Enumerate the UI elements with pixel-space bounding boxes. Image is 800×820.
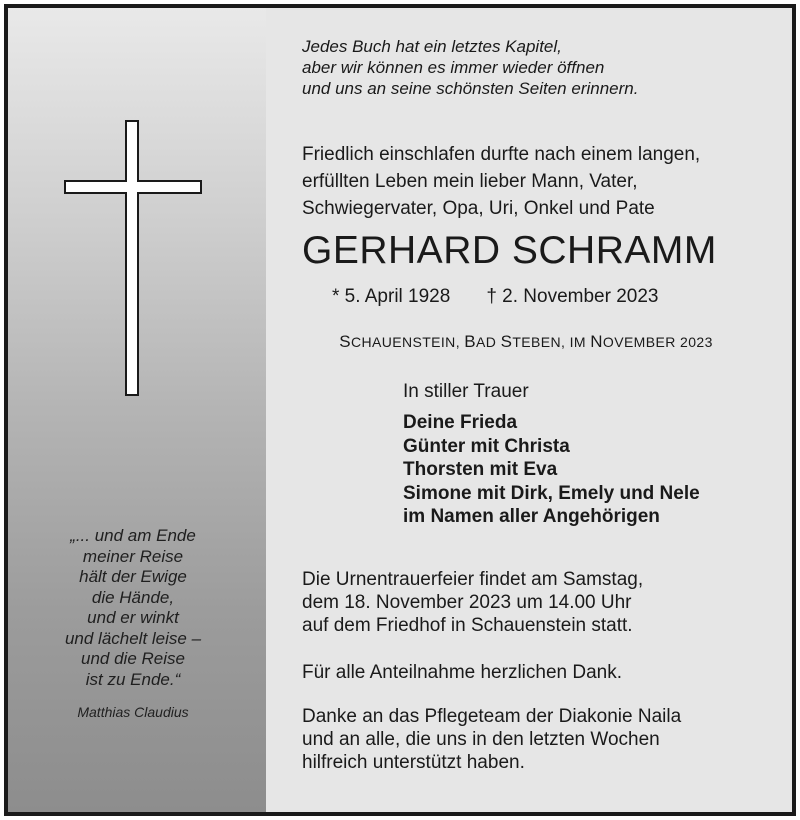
mourners-list xyxy=(403,411,700,529)
intro-line: Friedlich einschlafen durfte nach einem langen, xyxy=(302,144,701,165)
poem xyxy=(8,526,258,690)
poem-line: und die Reise xyxy=(81,649,185,668)
place-cap: B xyxy=(464,332,477,351)
motto xyxy=(302,36,638,99)
ceremony-line: auf dem Friedhof in Schauenstein statt. xyxy=(302,615,633,636)
deceased-name: GERHARD SCHRAMM xyxy=(302,229,717,272)
poem-line: meiner Reise xyxy=(82,546,184,566)
ceremony-info xyxy=(302,568,643,637)
death-date: † 2. November 2023 xyxy=(486,286,659,307)
poem-line: „... und am Ende xyxy=(70,526,196,545)
main-content xyxy=(266,8,792,812)
thanks-text: Für alle Anteilnahme herzlichen Dank. xyxy=(302,662,623,683)
thanks-line: und an alle, die uns in den letzten Wochen xyxy=(302,729,660,750)
poem-line: und lächelt leise – xyxy=(64,628,202,648)
place-rest: TEBEN, IM xyxy=(512,334,591,350)
mourner: Thorsten mit Eva xyxy=(403,459,558,480)
sidebar xyxy=(8,8,266,812)
poem-author: Matthias Claudius xyxy=(77,704,189,720)
place-rest: OVEMBER 2023 xyxy=(602,334,713,350)
mourning-label: In stiller Trauer xyxy=(403,381,529,402)
ceremony-line: Die Urnentrauerfeier findet am Samstag, xyxy=(302,569,644,590)
motto-line: und uns an seine schönsten Seiten erinnern. xyxy=(302,79,639,98)
poem-line: hält der Ewige xyxy=(79,567,187,586)
mourner: im Namen aller Angehörigen xyxy=(403,506,660,527)
mourner: Günter mit Christa xyxy=(403,435,570,457)
intro-line: Schwiegervater, Opa, Uri, Onkel und Pate xyxy=(302,198,655,219)
birth-date: * 5. April 1928 xyxy=(332,286,451,307)
poem-line: und er winkt xyxy=(87,608,179,627)
thanks-line: Danke an das Pflegeteam der Diakonie Naila xyxy=(302,706,682,727)
mourner: Simone mit Dirk, Emely und Nele xyxy=(403,482,700,504)
thanks-line: hilfreich unterstützt haben. xyxy=(302,752,525,773)
place-and-date xyxy=(266,332,786,352)
intro-line: erfüllten Leben mein lieber Mann, Vater, xyxy=(302,171,638,192)
cross-vertical-beam xyxy=(125,120,139,396)
poem-line: ist zu Ende.“ xyxy=(85,669,181,689)
place-cap: S xyxy=(339,332,351,351)
thanks-care-team xyxy=(302,705,681,774)
motto-line: aber wir können es immer wieder öffnen xyxy=(302,58,605,77)
intro-text xyxy=(302,141,700,222)
place-rest: CHAUENSTEIN, xyxy=(350,334,465,350)
cross-junction xyxy=(127,180,137,194)
life-dates xyxy=(332,286,658,308)
ceremony-line: dem 18. November 2023 um 14.00 Uhr xyxy=(302,592,632,613)
place-cap: S xyxy=(500,332,513,351)
place-cap: N xyxy=(590,332,603,351)
obituary-notice xyxy=(4,4,796,816)
mourner: Deine Frieda xyxy=(403,412,518,433)
poem-line: die Hände, xyxy=(91,587,175,607)
place-rest: AD xyxy=(476,334,501,350)
motto-line: Jedes Buch hat ein letztes Kapitel, xyxy=(302,37,562,56)
